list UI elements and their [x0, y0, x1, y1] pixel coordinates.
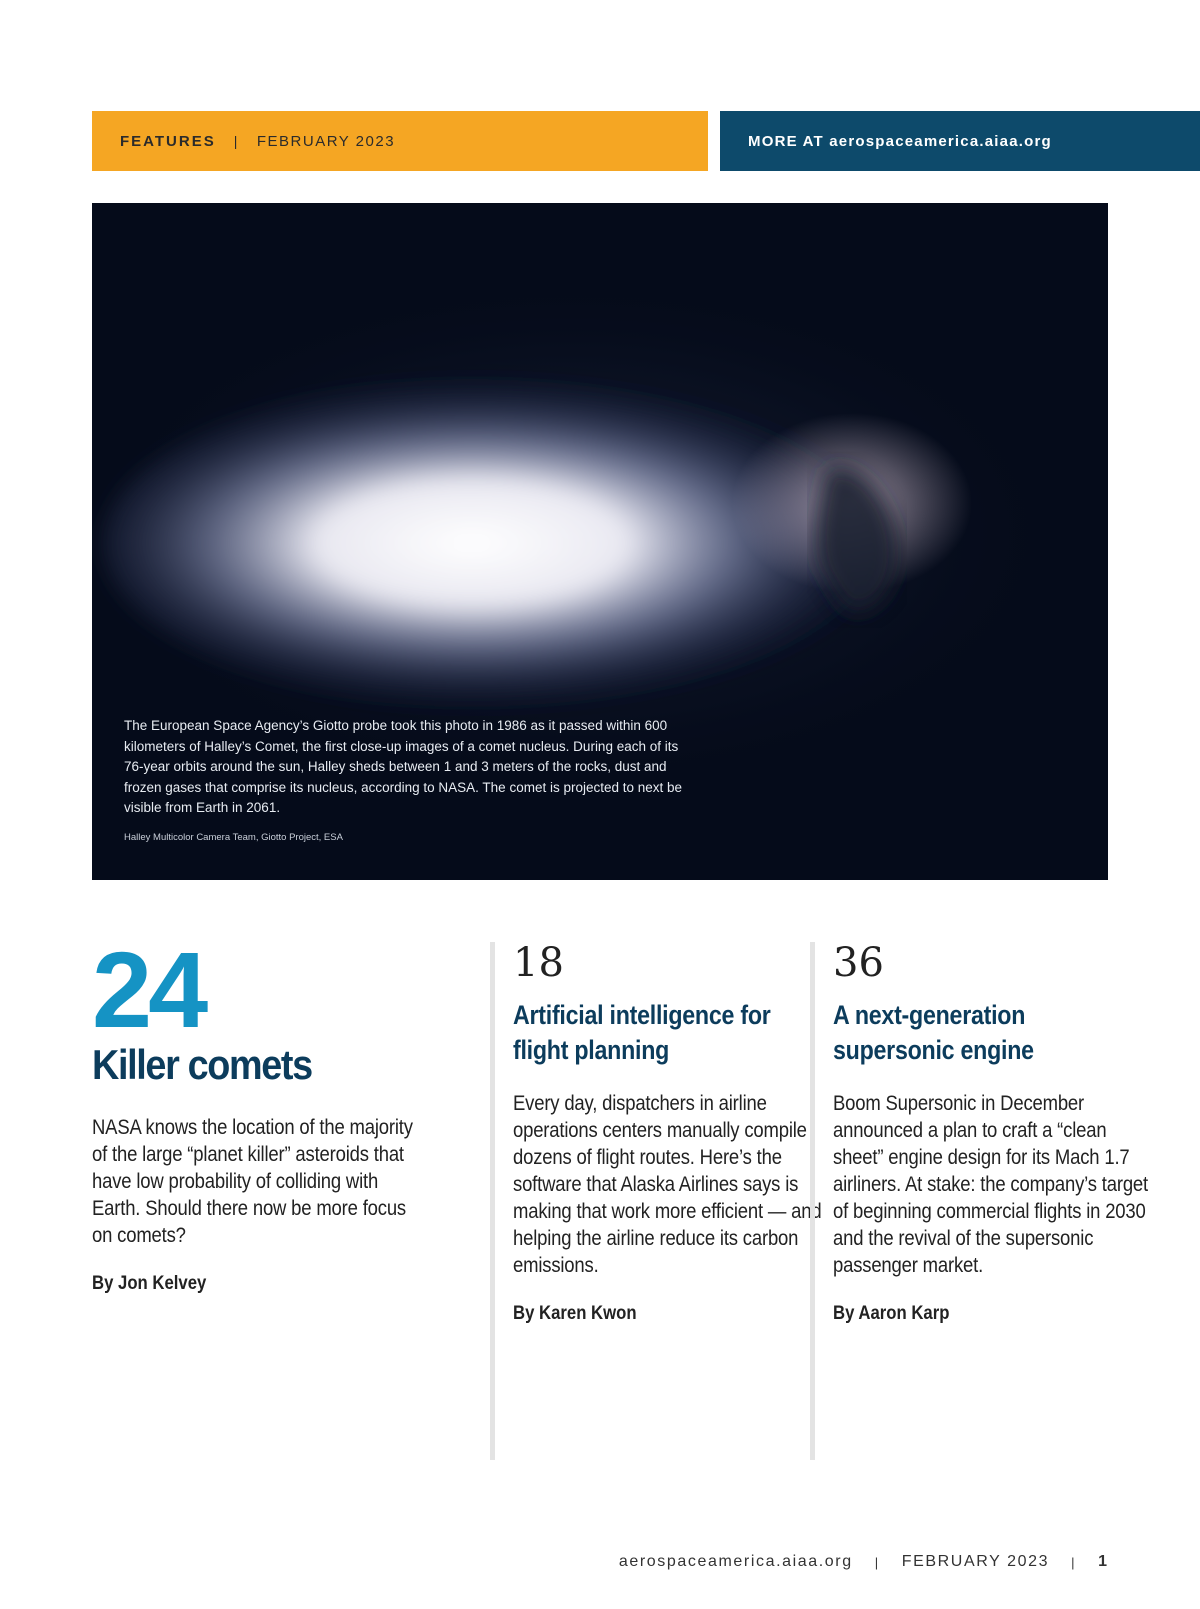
footer-date: FEBRUARY 2023: [901, 1553, 1050, 1570]
feature-title[interactable]: A next-generation supersonic engine: [833, 1000, 1034, 1065]
feature-supersonic-engine[interactable]: [810, 940, 1148, 1460]
section-label: FEATURES: [120, 132, 216, 150]
feature-title[interactable]: Killer comets: [92, 1041, 312, 1088]
page-footer: [619, 1553, 1107, 1571]
header-separator: |: [233, 133, 239, 149]
feature-page-number: 18: [513, 940, 564, 986]
more-link-bar[interactable]: [720, 111, 1200, 171]
feature-ai-flight-planning[interactable]: [490, 940, 822, 1460]
feature-byline: By Aaron Karp: [833, 1303, 950, 1324]
footer-separator: |: [874, 1554, 880, 1570]
feature-byline: By Jon Kelvey: [92, 1273, 207, 1294]
issue-date: FEBRUARY 2023: [256, 132, 396, 150]
feature-summary: Boom Supersonic in December announced a plan to craft a “clean sheet” engine design for its Mach 1.7 airliners. At stake: the company’s target of beginning commercial flights in 2030 and the revival of the supersonic passenger market.: [833, 1092, 1148, 1277]
hero-image: [92, 203, 1108, 880]
feature-summary: NASA knows the location of the majority of the large “planet killer” asteroids that have low probability of colliding with Earth. Should there now be more focus on comets?: [92, 1116, 413, 1247]
footer-page-number: 1: [1098, 1553, 1107, 1570]
more-link[interactable]: MORE AT aerospaceamerica.aiaa.org: [748, 132, 1052, 150]
feature-page-number: 24: [92, 929, 205, 1050]
photo-credit: Halley Multicolor Camera Team, Giotto Project, ESA: [124, 832, 343, 843]
feature-page-number: 36: [833, 940, 884, 986]
photo-caption: The European Space Agency’s Giotto probe took this photo in 1986 as it passed within 600 kilometers of Halley’s Comet, the first close-up images of a comet nucleus. During each of its 76-year orbits around the sun, Halley sheds between 1 and 3 meters of the rocks, dust and frozen gases that comprise its nucleus, according to NASA. The comet is projected to next be visible from Earth in 2061.: [124, 718, 683, 815]
feature-byline: By Karen Kwon: [513, 1303, 637, 1324]
feature-killer-comets[interactable]: [92, 929, 432, 1295]
section-header-bar: [92, 111, 708, 171]
feature-summary: Every day, dispatchers in airline operations centers manually compile dozens of flight routes. Here’s the software that Alaska Airlines says is making that work more efficient — and helping the airline reduce its carbon emissions.: [513, 1092, 822, 1277]
footer-site[interactable]: aerospaceamerica.aiaa.org: [618, 1553, 853, 1570]
feature-title[interactable]: Artificial intelligence for flight planning: [513, 1000, 771, 1065]
footer-separator: |: [1071, 1554, 1077, 1570]
